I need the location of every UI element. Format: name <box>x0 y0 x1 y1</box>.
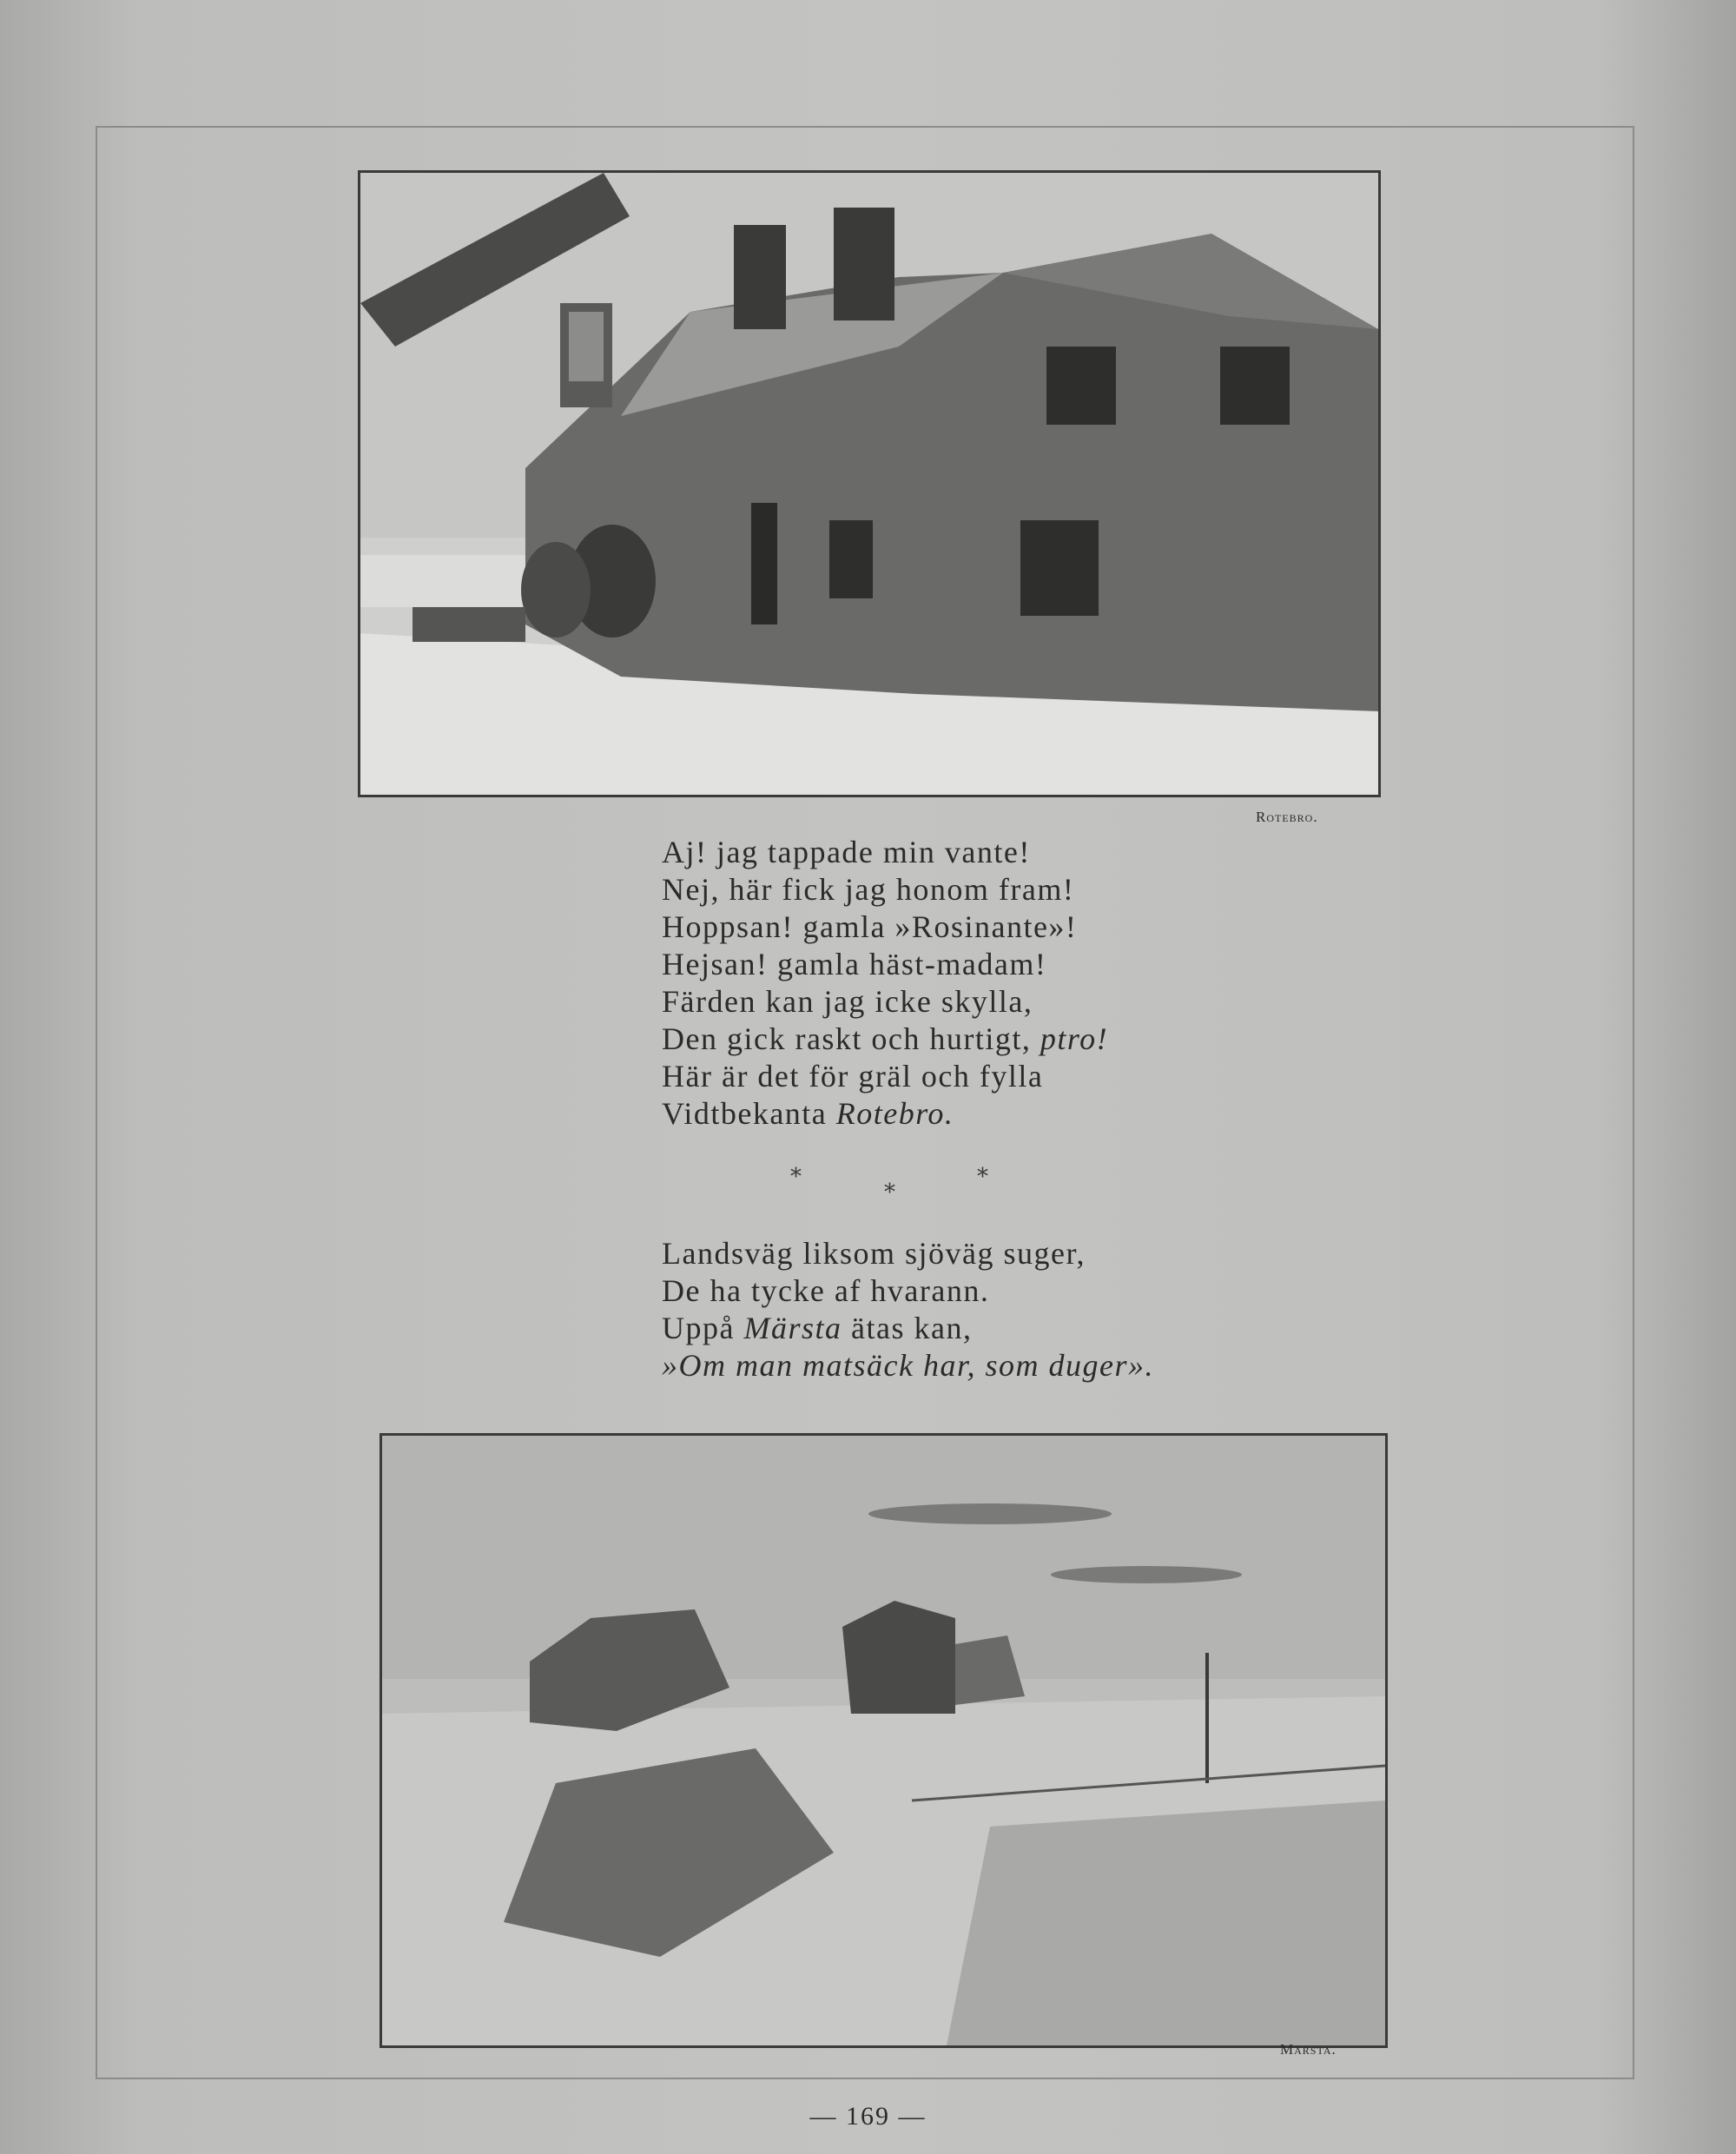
marsta-illustration <box>380 1433 1388 2048</box>
poem-line: De ha tycke af hvarann. <box>662 1273 990 1308</box>
asterisk: * <box>790 1164 802 1190</box>
poem-italic-quote: »Om man matsäck har, som duger». <box>662 1348 1154 1383</box>
poem-italic-marsta: Märsta <box>743 1311 842 1345</box>
poem-line-text: Vidtbekanta <box>662 1096 836 1131</box>
poem-line: Aj! jag tappade min vante! <box>662 835 1031 869</box>
poem-italic-rotebro: Rotebro. <box>835 1096 954 1131</box>
asterisk: * <box>884 1179 895 1206</box>
poem-line <box>662 1095 1108 1133</box>
poem-stanza-2 <box>662 1235 1154 1384</box>
asterism-separator <box>790 1164 999 1207</box>
marsta-caption: Märsta. <box>1280 2041 1337 2058</box>
poem-line-text: Den gick raskt och hurtigt, <box>662 1021 1040 1056</box>
poem-line <box>662 1021 1108 1058</box>
poem-stanza-1 <box>662 834 1108 1133</box>
poem-line <box>662 1347 1154 1384</box>
poem-line-text: Uppå <box>662 1311 744 1345</box>
poem-line: Färden kan jag icke skylla, <box>662 984 1033 1019</box>
poem-line-text: ätas kan, <box>842 1311 973 1345</box>
poem-line: Hejsan! gamla häst-madam! <box>662 947 1047 981</box>
poem-line <box>662 1310 1154 1347</box>
page-number: — 169 — <box>809 2102 927 2131</box>
rotebro-caption: Rotebro. <box>1256 809 1318 825</box>
poem-line: Landsväg liksom sjöväg suger, <box>662 1236 1086 1271</box>
poem-italic-ptro: ptro! <box>1040 1021 1109 1056</box>
poem-line: Här är det för gräl och fylla <box>662 1059 1044 1094</box>
rotebro-illustration <box>358 170 1381 797</box>
poem-line: Nej, här fick jag honom fram! <box>662 872 1075 907</box>
asterisk: * <box>977 1164 988 1190</box>
poem-line: Hoppsan! gamla »Rosinante»! <box>662 909 1078 944</box>
